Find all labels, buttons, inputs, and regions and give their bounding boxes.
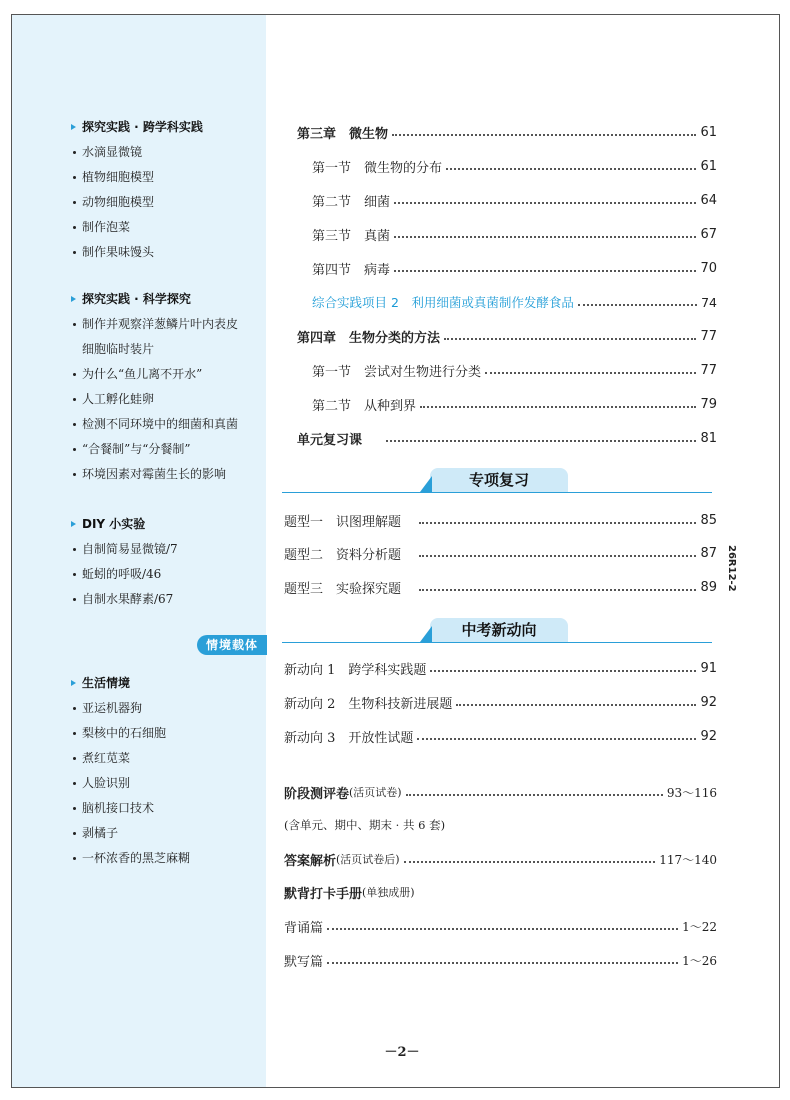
list-item: 制作并观察洋葱鳞片叶内表皮 <box>70 312 238 337</box>
toc-dictation[interactable]: 默写篇 1～26 <box>284 953 717 970</box>
page-number: －2－ <box>384 1045 420 1060</box>
toc-section[interactable]: 第一节 微生物的分布 61 <box>312 158 717 176</box>
bullet-icon <box>73 473 76 476</box>
list-item: 制作泡菜 <box>70 215 203 240</box>
triangle-icon <box>71 680 76 686</box>
bullet-icon <box>73 201 76 204</box>
bullet-icon <box>73 857 76 860</box>
triangle-icon <box>71 124 76 130</box>
sidebar-section-interdisciplinary <box>70 115 203 265</box>
section-title: 探究实践 · 科学探究 <box>82 292 191 306</box>
section-title: DIY 小实验 <box>82 517 146 531</box>
toc-question-type[interactable]: 题型三 实验探究题 89 <box>284 579 717 597</box>
bullet-icon <box>73 251 76 254</box>
bullet-icon <box>73 423 76 426</box>
list-item-continued: 细胞临时装片 <box>82 342 155 356</box>
special-review-banner <box>282 463 712 493</box>
bullet-icon <box>73 598 76 601</box>
section-title: 生活情境 <box>82 676 131 690</box>
toc-chapter-4[interactable]: 第四章 生物分类的方法 77 <box>297 328 717 346</box>
toc-project-2[interactable]: 综合实践项目 2 利用细菌或真菌制作发酵食品 74 <box>312 294 717 310</box>
toc-unit-review[interactable]: 单元复习课 81 <box>297 430 717 448</box>
toc-recite[interactable]: 背诵篇 1～22 <box>284 919 717 936</box>
list-item: 一杯浓香的黑芝麻糊 <box>70 846 190 871</box>
bullet-icon <box>73 398 76 401</box>
sidebar-section-diy <box>70 512 178 612</box>
page-frame <box>11 14 780 1088</box>
triangle-icon <box>71 296 76 302</box>
toc-handbook[interactable]: 默背打卡手册 (单独成册) <box>284 886 415 902</box>
list-item: 动物细胞模型 <box>70 190 203 215</box>
banner-title: 专项复习 <box>468 471 529 489</box>
bullet-icon <box>73 807 76 810</box>
list-item: 环境因素对霉菌生长的影响 <box>70 462 238 487</box>
banner-title: 中考新动向 <box>461 621 537 639</box>
bullet-icon <box>73 448 76 451</box>
bullet-icon <box>73 757 76 760</box>
toc-new-trend[interactable]: 新动向 3 开放性试题 92 <box>284 728 717 746</box>
toc-answers[interactable]: 答案解析 (活页试卷后) 117～140 <box>284 852 717 869</box>
bullet-icon <box>73 226 76 229</box>
list-item: 植物细胞模型 <box>70 165 203 190</box>
bullet-icon <box>73 176 76 179</box>
toc-question-type[interactable]: 题型二 资料分析题 87 <box>284 545 717 563</box>
toc-section[interactable]: 第二节 细菌 64 <box>312 192 717 210</box>
toc-section[interactable]: 第四节 病毒 70 <box>312 260 717 278</box>
list-item: 蚯蚓的呼吸/46 <box>70 562 178 587</box>
exam-trend-banner <box>282 613 712 643</box>
list-item: 制作果味馒头 <box>70 240 203 265</box>
bullet-icon <box>73 151 76 154</box>
list-item: 检测不同环境中的细菌和真菌 <box>70 412 238 437</box>
toc-section[interactable]: 第二节 从种到界 79 <box>312 396 717 414</box>
list-item: 梨核中的石细胞 <box>70 721 190 746</box>
toc-new-trend[interactable]: 新动向 2 生物科技新进展题 92 <box>284 694 717 712</box>
list-item: 煮红苋菜 <box>70 746 190 771</box>
section-title: 探究实践 · 跨学科实践 <box>82 120 203 134</box>
list-item: 人工孵化蛙卵 <box>70 387 238 412</box>
list-item: 人脸识别 <box>70 771 190 796</box>
bullet-icon <box>73 548 76 551</box>
bullet-icon <box>73 782 76 785</box>
list-item: 水滴显微镜 <box>70 140 203 165</box>
sidebar <box>12 15 266 1087</box>
triangle-icon <box>71 521 76 527</box>
bullet-icon <box>73 323 76 326</box>
bullet-icon <box>73 732 76 735</box>
bullet-icon <box>73 373 76 376</box>
toc-stage-tests-note: (含单元、期中、期末 · 共 6 套) <box>284 818 446 832</box>
bullet-icon <box>73 832 76 835</box>
list-item: 自制水果酵素/67 <box>70 587 178 612</box>
toc-stage-tests[interactable]: 阶段测评卷 (活页试卷) 93～116 <box>284 785 717 802</box>
bullet-icon <box>73 707 76 710</box>
context-carrier-tag: 情境载体 <box>197 635 267 655</box>
bullet-icon <box>73 573 76 576</box>
sidebar-section-scientific-inquiry <box>70 287 238 487</box>
catalog-code: 26R12-2 <box>726 545 737 592</box>
toc-question-type[interactable]: 题型一 识图理解题 85 <box>284 512 717 530</box>
toc-section[interactable]: 第一节 尝试对生物进行分类 77 <box>312 362 717 380</box>
sidebar-section-life-context <box>70 671 190 871</box>
list-item: 自制简易显微镜/7 <box>70 537 178 562</box>
list-item: 为什么“鱼儿离不开水” <box>70 362 238 387</box>
toc-section[interactable]: 第三节 真菌 67 <box>312 226 717 244</box>
list-item: “合餐制”与“分餐制” <box>70 437 238 462</box>
list-item: 亚运机器狗 <box>70 696 190 721</box>
toc-new-trend[interactable]: 新动向 1 跨学科实践题 91 <box>284 660 717 678</box>
list-item: 剥橘子 <box>70 821 190 846</box>
toc-chapter-3[interactable]: 第三章 微生物 61 <box>297 124 717 142</box>
list-item: 脑机接口技术 <box>70 796 190 821</box>
